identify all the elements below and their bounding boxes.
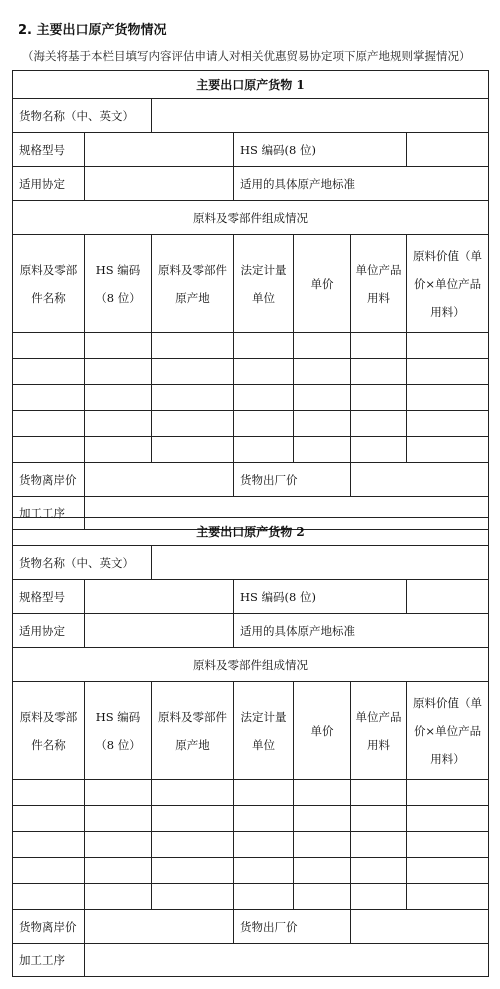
materials-cell[interactable] bbox=[85, 884, 152, 910]
materials-cell[interactable] bbox=[152, 411, 234, 437]
exw-price-input[interactable] bbox=[351, 463, 489, 497]
materials-cell[interactable] bbox=[152, 780, 234, 806]
spec-input[interactable] bbox=[85, 133, 234, 167]
price-row bbox=[13, 910, 489, 944]
materials-cell[interactable] bbox=[234, 832, 294, 858]
spec-label: 规格型号 bbox=[13, 133, 85, 167]
spec-row bbox=[13, 133, 489, 167]
agreement-input[interactable] bbox=[85, 614, 234, 648]
materials-cell[interactable] bbox=[351, 832, 407, 858]
materials-cell[interactable] bbox=[152, 832, 234, 858]
materials-cell[interactable] bbox=[234, 858, 294, 884]
materials-cell[interactable] bbox=[407, 832, 489, 858]
materials-cell[interactable] bbox=[234, 359, 294, 385]
hs-code-label: HS 编码(8 位) bbox=[234, 133, 407, 167]
col-material-name: 原料及零部件名称 bbox=[13, 682, 85, 780]
materials-row bbox=[13, 780, 489, 806]
materials-cell[interactable] bbox=[152, 333, 234, 359]
process-label: 加工工序 bbox=[13, 497, 85, 530]
goods-name-input[interactable] bbox=[152, 546, 489, 580]
materials-cell[interactable] bbox=[407, 411, 489, 437]
materials-cell[interactable] bbox=[351, 385, 407, 411]
origin-criterion-label: 适用的具体原产地标准 bbox=[234, 167, 489, 201]
materials-cell[interactable] bbox=[85, 858, 152, 884]
materials-cell[interactable] bbox=[407, 359, 489, 385]
agreement-row bbox=[13, 167, 489, 201]
materials-cell[interactable] bbox=[85, 411, 152, 437]
col-material-origin: 原料及零部件原产地 bbox=[152, 682, 234, 780]
materials-cell[interactable] bbox=[85, 806, 152, 832]
materials-title: 原料及零部件组成情况 bbox=[13, 648, 489, 682]
materials-cell[interactable] bbox=[407, 884, 489, 910]
col-material-origin: 原料及零部件原产地 bbox=[152, 235, 234, 333]
agreement-row bbox=[13, 614, 489, 648]
materials-cell[interactable] bbox=[13, 437, 85, 463]
fob-price-input[interactable] bbox=[85, 463, 234, 497]
materials-cell[interactable] bbox=[13, 333, 85, 359]
materials-cell[interactable] bbox=[407, 385, 489, 411]
materials-row bbox=[13, 333, 489, 359]
materials-title: 原料及零部件组成情况 bbox=[13, 201, 489, 235]
goods-title-row bbox=[13, 518, 489, 546]
goods-name-label: 货物名称（中、英文） bbox=[13, 99, 152, 133]
materials-cell[interactable] bbox=[152, 806, 234, 832]
materials-cell[interactable] bbox=[13, 385, 85, 411]
materials-cell[interactable] bbox=[294, 359, 351, 385]
materials-row bbox=[13, 832, 489, 858]
materials-cell[interactable] bbox=[351, 359, 407, 385]
materials-cell[interactable] bbox=[234, 780, 294, 806]
spec-row bbox=[13, 580, 489, 614]
goods-title: 主要出口原产货物 1 bbox=[13, 71, 489, 99]
materials-cell[interactable] bbox=[85, 385, 152, 411]
origin-criterion-label: 适用的具体原产地标准 bbox=[234, 614, 489, 648]
materials-cell[interactable] bbox=[234, 437, 294, 463]
materials-row bbox=[13, 806, 489, 832]
materials-cell[interactable] bbox=[294, 333, 351, 359]
fob-price-label: 货物离岸价 bbox=[13, 910, 85, 944]
materials-cell[interactable] bbox=[351, 884, 407, 910]
spec-label: 规格型号 bbox=[13, 580, 85, 614]
materials-cell[interactable] bbox=[234, 411, 294, 437]
materials-cell[interactable] bbox=[85, 333, 152, 359]
materials-cell[interactable] bbox=[152, 858, 234, 884]
goods-name-row bbox=[13, 546, 489, 580]
col-material-value: 原料价值（单价×单位产品用料） bbox=[407, 235, 489, 333]
materials-cell[interactable] bbox=[351, 437, 407, 463]
agreement-label: 适用协定 bbox=[13, 167, 85, 201]
hs-code-input[interactable] bbox=[407, 580, 489, 614]
exw-price-label: 货物出厂价 bbox=[234, 910, 351, 944]
exw-price-label: 货物出厂价 bbox=[234, 463, 351, 497]
materials-cell[interactable] bbox=[407, 858, 489, 884]
materials-row bbox=[13, 884, 489, 910]
spec-input[interactable] bbox=[85, 580, 234, 614]
col-legal-unit: 法定计量单位 bbox=[234, 235, 294, 333]
goods-table-2 bbox=[12, 517, 489, 977]
goods-name-label: 货物名称（中、英文） bbox=[13, 546, 152, 580]
agreement-label: 适用协定 bbox=[13, 614, 85, 648]
materials-cell[interactable] bbox=[407, 806, 489, 832]
materials-cell[interactable] bbox=[294, 780, 351, 806]
exw-price-input[interactable] bbox=[351, 910, 489, 944]
materials-cell[interactable] bbox=[351, 333, 407, 359]
materials-row bbox=[13, 385, 489, 411]
materials-row bbox=[13, 858, 489, 884]
goods-name-row bbox=[13, 99, 489, 133]
goods-table-1 bbox=[12, 70, 489, 530]
materials-cell[interactable] bbox=[407, 780, 489, 806]
materials-cell[interactable] bbox=[294, 806, 351, 832]
col-material-name: 原料及零部件名称 bbox=[13, 235, 85, 333]
materials-cell[interactable] bbox=[13, 411, 85, 437]
materials-cell[interactable] bbox=[152, 884, 234, 910]
process-label: 加工工序 bbox=[13, 944, 85, 977]
materials-cell[interactable] bbox=[13, 884, 85, 910]
materials-cell[interactable] bbox=[13, 780, 85, 806]
materials-cell[interactable] bbox=[234, 806, 294, 832]
col-unit-usage: 单位产品用料 bbox=[351, 682, 407, 780]
materials-cell[interactable] bbox=[234, 385, 294, 411]
hs-code-input[interactable] bbox=[407, 133, 489, 167]
col-unit-usage: 单位产品用料 bbox=[351, 235, 407, 333]
materials-cell[interactable] bbox=[294, 858, 351, 884]
materials-cell[interactable] bbox=[351, 858, 407, 884]
materials-cell[interactable] bbox=[152, 385, 234, 411]
materials-cell[interactable] bbox=[294, 437, 351, 463]
materials-cell[interactable] bbox=[294, 884, 351, 910]
materials-row bbox=[13, 359, 489, 385]
materials-cell[interactable] bbox=[407, 333, 489, 359]
materials-title-row bbox=[13, 648, 489, 682]
materials-cell[interactable] bbox=[85, 437, 152, 463]
materials-cell[interactable] bbox=[13, 806, 85, 832]
materials-cell[interactable] bbox=[294, 411, 351, 437]
materials-cell[interactable] bbox=[152, 437, 234, 463]
col-hs-code: HS 编码（8 位） bbox=[85, 682, 152, 780]
materials-row bbox=[13, 411, 489, 437]
fob-price-label: 货物离岸价 bbox=[13, 463, 85, 497]
materials-cell[interactable] bbox=[85, 832, 152, 858]
col-hs-code: HS 编码（8 位） bbox=[85, 235, 152, 333]
section-heading: 2. 主要出口原产货物情况 bbox=[18, 23, 167, 38]
process-input[interactable] bbox=[85, 944, 489, 977]
col-legal-unit: 法定计量单位 bbox=[234, 682, 294, 780]
materials-cell[interactable] bbox=[407, 437, 489, 463]
fob-price-input[interactable] bbox=[85, 910, 234, 944]
process-row bbox=[13, 944, 489, 977]
materials-header-row bbox=[13, 682, 489, 780]
section-note: （海关将基于本栏目填写内容评估申请人对相关优惠贸易协定项下原产地规则掌握情况） bbox=[22, 49, 471, 63]
materials-cell[interactable] bbox=[85, 780, 152, 806]
materials-cell[interactable] bbox=[294, 832, 351, 858]
goods-title: 主要出口原产货物 2 bbox=[13, 518, 489, 546]
agreement-input[interactable] bbox=[85, 167, 234, 201]
materials-row bbox=[13, 437, 489, 463]
materials-cell[interactable] bbox=[294, 385, 351, 411]
materials-header-row bbox=[13, 235, 489, 333]
materials-cell[interactable] bbox=[234, 333, 294, 359]
materials-cell[interactable] bbox=[351, 780, 407, 806]
materials-cell[interactable] bbox=[13, 832, 85, 858]
hs-code-label: HS 编码(8 位) bbox=[234, 580, 407, 614]
col-unit-price: 单价 bbox=[294, 235, 351, 333]
materials-cell[interactable] bbox=[13, 858, 85, 884]
materials-cell[interactable] bbox=[152, 359, 234, 385]
materials-cell[interactable] bbox=[234, 884, 294, 910]
goods-name-input[interactable] bbox=[152, 99, 489, 133]
materials-cell[interactable] bbox=[13, 359, 85, 385]
goods-title-row bbox=[13, 71, 489, 99]
col-material-value: 原料价值（单价×单位产品用料） bbox=[407, 682, 489, 780]
price-row bbox=[13, 463, 489, 497]
materials-title-row bbox=[13, 201, 489, 235]
materials-cell[interactable] bbox=[351, 806, 407, 832]
materials-cell[interactable] bbox=[85, 359, 152, 385]
col-unit-price: 单价 bbox=[294, 682, 351, 780]
materials-cell[interactable] bbox=[351, 411, 407, 437]
